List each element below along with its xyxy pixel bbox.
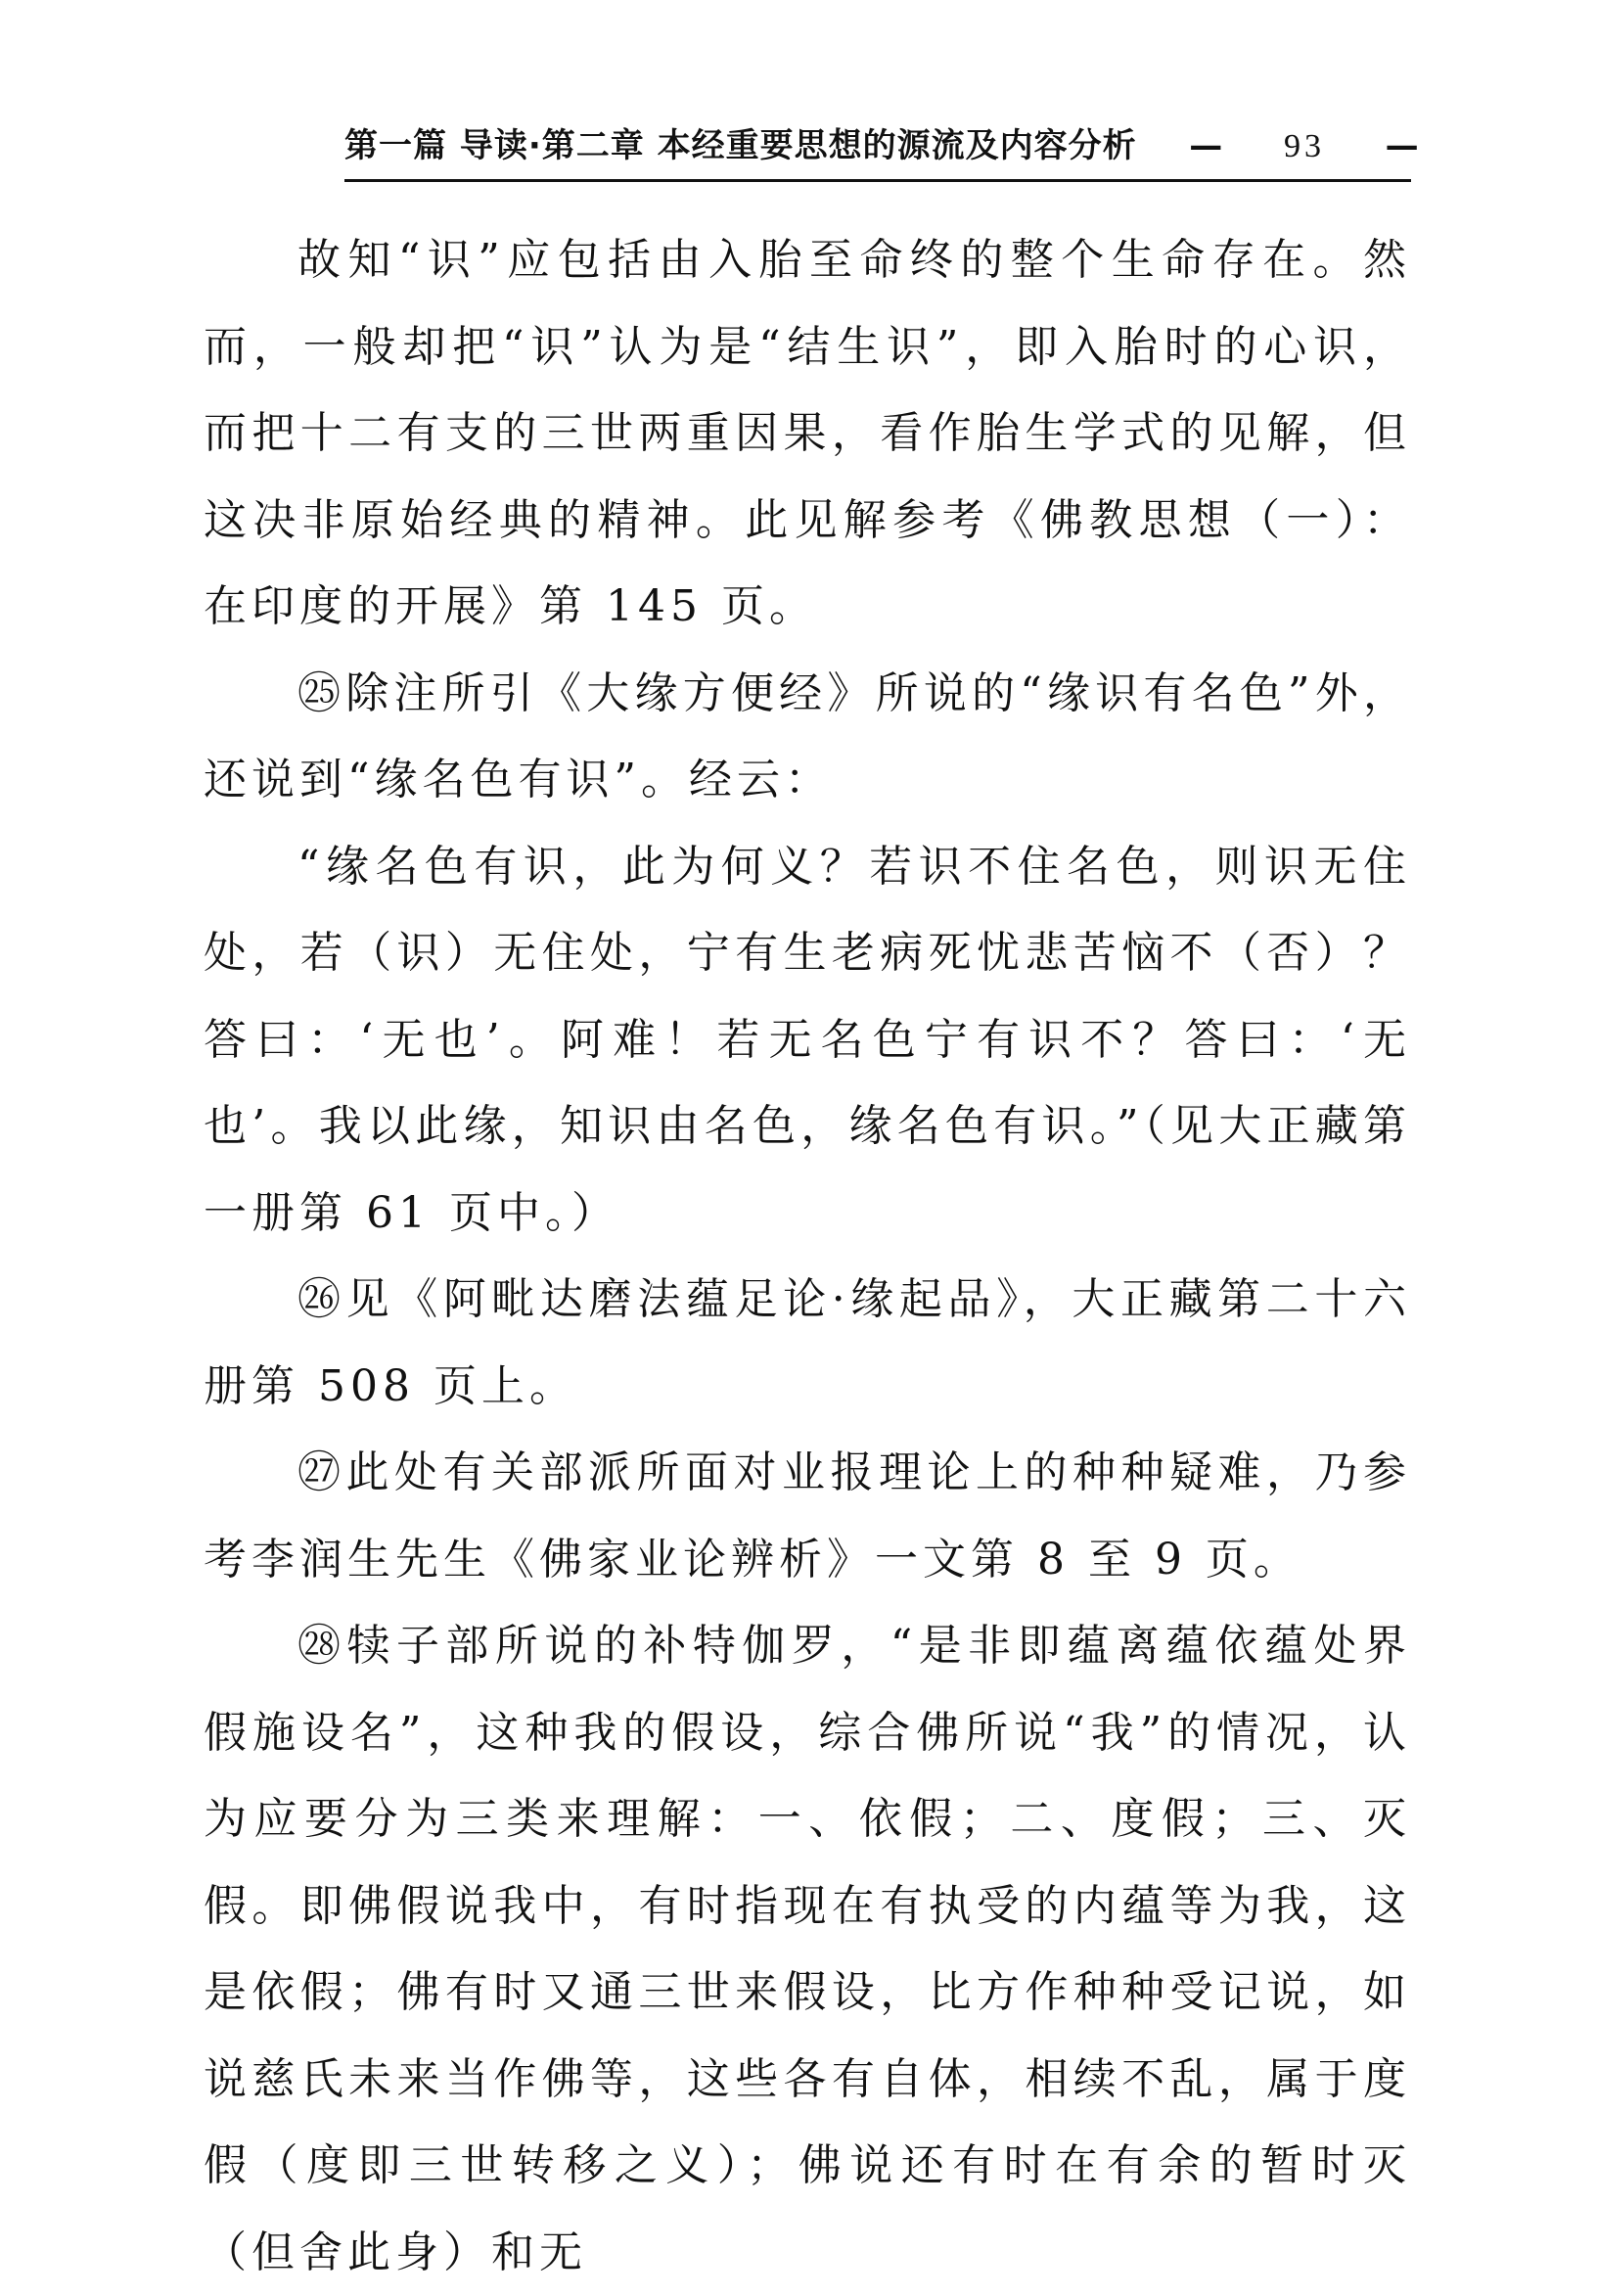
header-title: 第一篇 导读·第二章 本经重要思想的源流及内容分析 bbox=[344, 126, 1137, 165]
paragraph-note-26: ㉖见《阿毗达磨法蕴足论·缘起品》，大正藏第二十六册第 508 页上。 bbox=[204, 1274, 1411, 1411]
paragraph-note-25-quote: “缘名色有识，此为何义？若识不住名色，则识无住处，若（识）无住处，宁有生老病死忧悲苦恼不（否）？答曰：‘无也’。阿难！若无名色宁有识不？答曰：‘无也’。我以此缘，知识由名色，缘名色有识。”（见大正藏第一册第 61 页中。） bbox=[204, 841, 1411, 1238]
paragraph-note-continuation: 故知“识”应包括由入胎至命终的整个生命存在。然而，一般却把“识”认为是“结生识”，即入胎时的心识，而把十二有支的三世两重因果，看作胎生学式的见解，但这决非原始经典的精神。此见解参考《佛教思想（一）：在印度的开展》第 145 页。 bbox=[204, 235, 1411, 631]
paragraph-note-28: ㉘犊子部所说的补特伽罗，“是非即蕴离蕴依蕴处界假施设名”，这种我的假设，综合佛所说“我”的情况，认为应要分为三类来理解：一、依假；二、度假；三、灭假。即佛假说我中，有时指现在有执受的内蕴等为我，这是依假；佛有时又通三世来假设，比方作种种受记说，如说慈氏未来当作佛等，这些各有自体，相续不乱，属于度假（度即三世转移之义）；佛说还有时在有余的暂时灭（但舍此身）和无 bbox=[204, 1621, 1411, 2277]
header-dash-left: — bbox=[1189, 126, 1224, 165]
running-header bbox=[344, 115, 1420, 176]
paragraph-note-25: ㉕除注所引《大缘方便经》所说的“缘识有名色”外，还说到“缘名色有识”。经云： bbox=[204, 667, 1411, 804]
header-rule bbox=[344, 179, 1411, 182]
page-number: 93 bbox=[1283, 128, 1325, 164]
paragraph-note-27: ㉗此处有关部派所面对业报理论上的种种疑难，乃参考李润生先生《佛家业论辨析》一文第 8 至 9 页。 bbox=[204, 1447, 1411, 1584]
header-dash-right: — bbox=[1385, 126, 1420, 165]
page-body bbox=[204, 217, 1411, 2296]
